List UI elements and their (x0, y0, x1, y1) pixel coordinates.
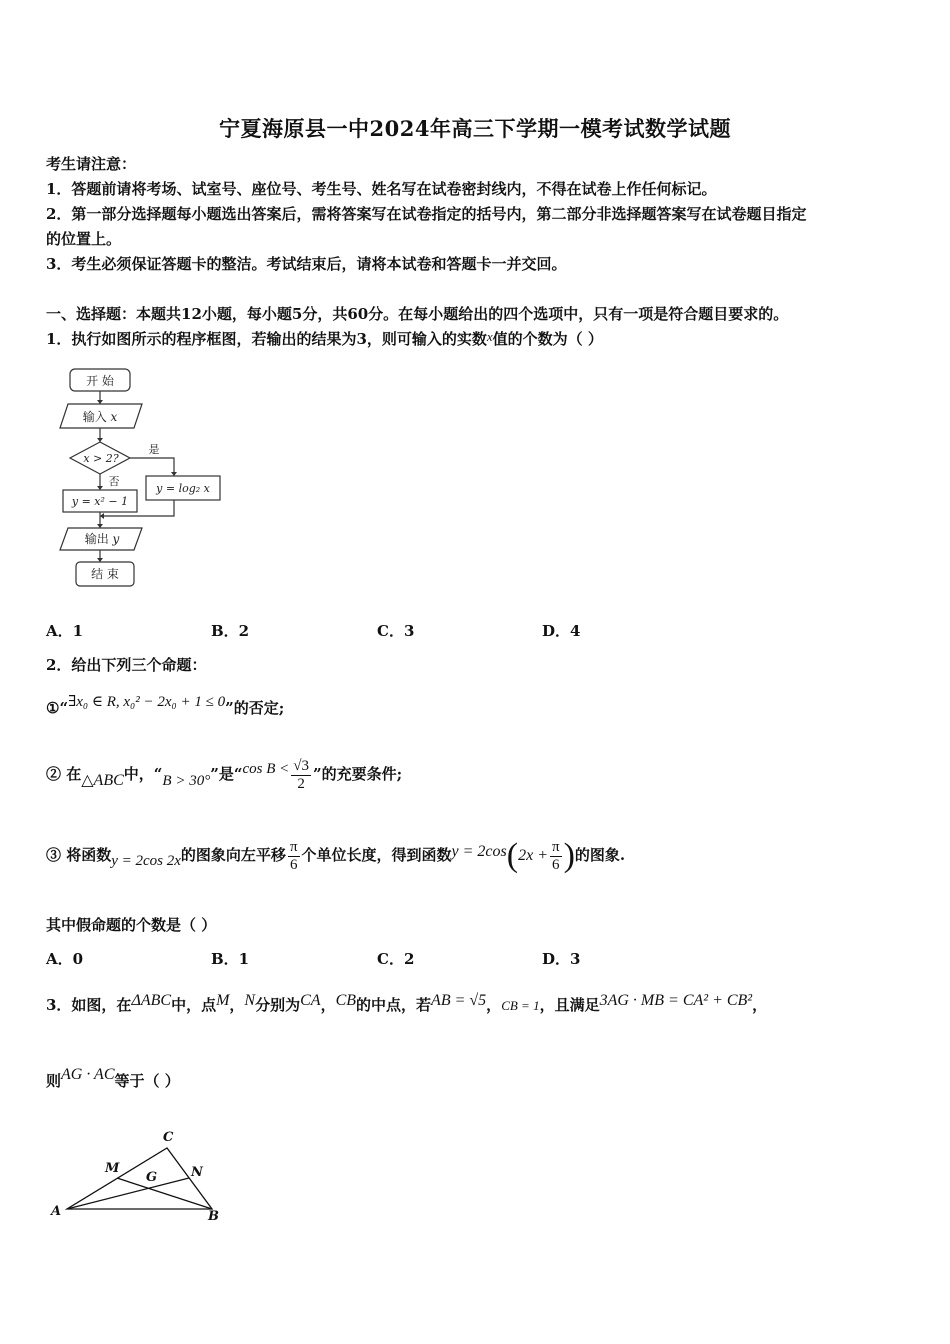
q2-p2-mid2: ”是“ (210, 765, 243, 783)
q1-option-c: C．3 (377, 622, 415, 640)
q1-option-d: D．4 (542, 622, 581, 640)
q2-p2-prefix: ② 在 (46, 765, 82, 783)
label-m: M (105, 1161, 120, 1176)
q2-ask: 其中假命题的个数是（ ） (46, 916, 217, 934)
q3-text-7: 等于（ ） (114, 1072, 180, 1090)
q2-p3-den-2: 6 (552, 856, 560, 873)
notice-heading: 考生请注意： (46, 155, 137, 173)
q2-p2-suffix: ”的充要条件; (312, 765, 403, 783)
q2-p2-condition: B > 30° (162, 773, 211, 789)
flow-output-var: y (112, 532, 120, 546)
flow-output-text: 输出 (84, 532, 109, 546)
q3-equation: 3AG · MB = CA² + CB² (599, 992, 753, 1009)
flowchart (50, 362, 230, 594)
q1-option-b: B．2 (211, 622, 250, 640)
q2-p3-num-1: π (289, 838, 298, 855)
q3-cb: CB (335, 992, 357, 1009)
flow-end-label: 结 束 (91, 567, 119, 581)
flow-right-label: y = log₂ x (156, 482, 210, 495)
q2-p2-fraction (291, 758, 311, 793)
q3-ask (46, 1066, 180, 1091)
q2-p3-mid2: 个单位长度，得到函数 (301, 846, 452, 864)
q2-proposition-1 (46, 694, 285, 718)
flow-condition-label: x > 2? (83, 452, 119, 465)
q2-p3-fraction-2 (550, 839, 562, 874)
question-3-stem: 3．如图，在ΔABC中，点M，N分别为CA，CB的中点，若AB = √5，CB = 1，且满足3AG · MB = CA² + CB²， (46, 992, 768, 1014)
label-c: C (163, 1130, 174, 1145)
q2-p2-mid1: 中，“ (123, 765, 163, 783)
flow-yes-label: 是 (148, 443, 160, 456)
q2-p1-prefix: ①“ (46, 699, 69, 717)
q1-var: x (486, 329, 493, 344)
q3-point-n: N (244, 992, 256, 1009)
q3-ca: CA (300, 992, 321, 1009)
flow-output-label (85, 531, 120, 546)
notice-item-2-cont: 的位置上。 (46, 230, 122, 248)
flow-input-label (83, 409, 118, 424)
q2-p2-triangle: △ABC (81, 772, 124, 789)
label-n: N (191, 1165, 203, 1180)
q2-p1-suffix: ”的否定; (225, 699, 285, 717)
q2-proposition-3: ③ 将函数y = 2cos 2x的图象向左平移 $\frac{\pi}{6}$ 个单位长度，得到函数y = 2cos(2x + $\frac{\pi}{6}$ )的图象. (46, 837, 626, 874)
q2-option-a: A．0 (46, 950, 84, 968)
median-bm (117, 1178, 212, 1209)
section-heading: 一、选择题：本题共12小题，每小题5分，共60分。在每小题给出的四个选项中，只有一项是符合题目要求的。 (46, 305, 789, 323)
q2-p3-den-1: 6 (289, 856, 298, 873)
q3-cb-value: CB = 1 (501, 998, 540, 1013)
q2-option-b: B．1 (211, 950, 250, 968)
q2-p3-mid: 的图象向左平移 (180, 846, 286, 864)
q3-ab: AB = √5 (431, 992, 487, 1009)
q2-p3-num-2: π (552, 838, 560, 855)
median-an (67, 1178, 189, 1209)
q2-p3-prefix: ③ 将函数 (46, 846, 112, 864)
q3-ask-expr: AG · AC (61, 1066, 115, 1083)
q3-point-m: M (216, 992, 230, 1009)
question-1-stem (46, 328, 603, 349)
q1-option-a: A．1 (46, 622, 84, 640)
q3-text-5: ，且满足 (539, 996, 600, 1014)
q2-p3-g1: y = 2cos (451, 843, 507, 860)
q3-text-6: 则 (46, 1072, 62, 1090)
question-2-stem: 2．给出下列三个命题： (46, 656, 207, 674)
q2-p3-suffix: 的图象. (574, 846, 626, 864)
flow-input-var: x (110, 410, 118, 424)
q3-text-4: 的中点，若 (356, 996, 432, 1014)
triangle-figure (45, 1122, 235, 1227)
q2-p3-g2: 2x + (518, 847, 548, 864)
q2-p3-function: y = 2cos 2x (111, 853, 181, 869)
label-g: G (146, 1170, 158, 1185)
q1-stem-text: 1．执行如图所示的程序框图，若输出的结果为3，则可输入的实数 (46, 330, 487, 348)
q2-option-c: C．2 (377, 950, 415, 968)
notice-item-3: 3．考生必须保证答题卡的整洁。考试结束后，请将本试卷和答题卡一并交回。 (46, 255, 567, 273)
flow-no-label: 否 (108, 475, 120, 488)
notice-item-1: 1．答题前请将考场、试室号、座位号、考生号、姓名写在试卷密封线内，不得在试卷上作任何标记。 (46, 180, 717, 198)
q3-text-3: 分别为 (255, 996, 301, 1014)
q2-p3-fraction-1 (288, 839, 300, 874)
q2-p2-den: 2 (297, 775, 305, 792)
page-title: 宁夏海原县一中2024年高三下学期一模考试数学试题 (219, 116, 731, 141)
q3-text-1: 3．如图，在 (46, 996, 132, 1014)
flow-left-label: y = x² − 1 (71, 495, 129, 508)
q2-proposition-2 (46, 757, 402, 793)
q1-stem-text-2: 值的个数为（ ） (492, 330, 603, 348)
flow-input-text: 输入 (82, 410, 107, 424)
q2-p2-cos: cos B < (242, 761, 290, 777)
notice-item-2: 2．第一部分选择题每小题选出答案后，需将答案写在试卷指定的括号内，第二部分非选择题答案写在试卷题目指定 (46, 205, 807, 223)
q3-triangle: ΔABC (131, 992, 172, 1009)
label-b: B (208, 1209, 219, 1224)
q3-text-2: 中，点 (171, 996, 217, 1014)
label-a: A (51, 1204, 62, 1219)
q2-p1-math: ∃x₀ ∈ R, x₀² − 2x₀ + 1 ≤ 0 (68, 694, 226, 710)
q2-option-d: D．3 (542, 950, 581, 968)
flow-start-label: 开 始 (86, 374, 114, 388)
q2-p2-num: √3 (293, 757, 309, 774)
